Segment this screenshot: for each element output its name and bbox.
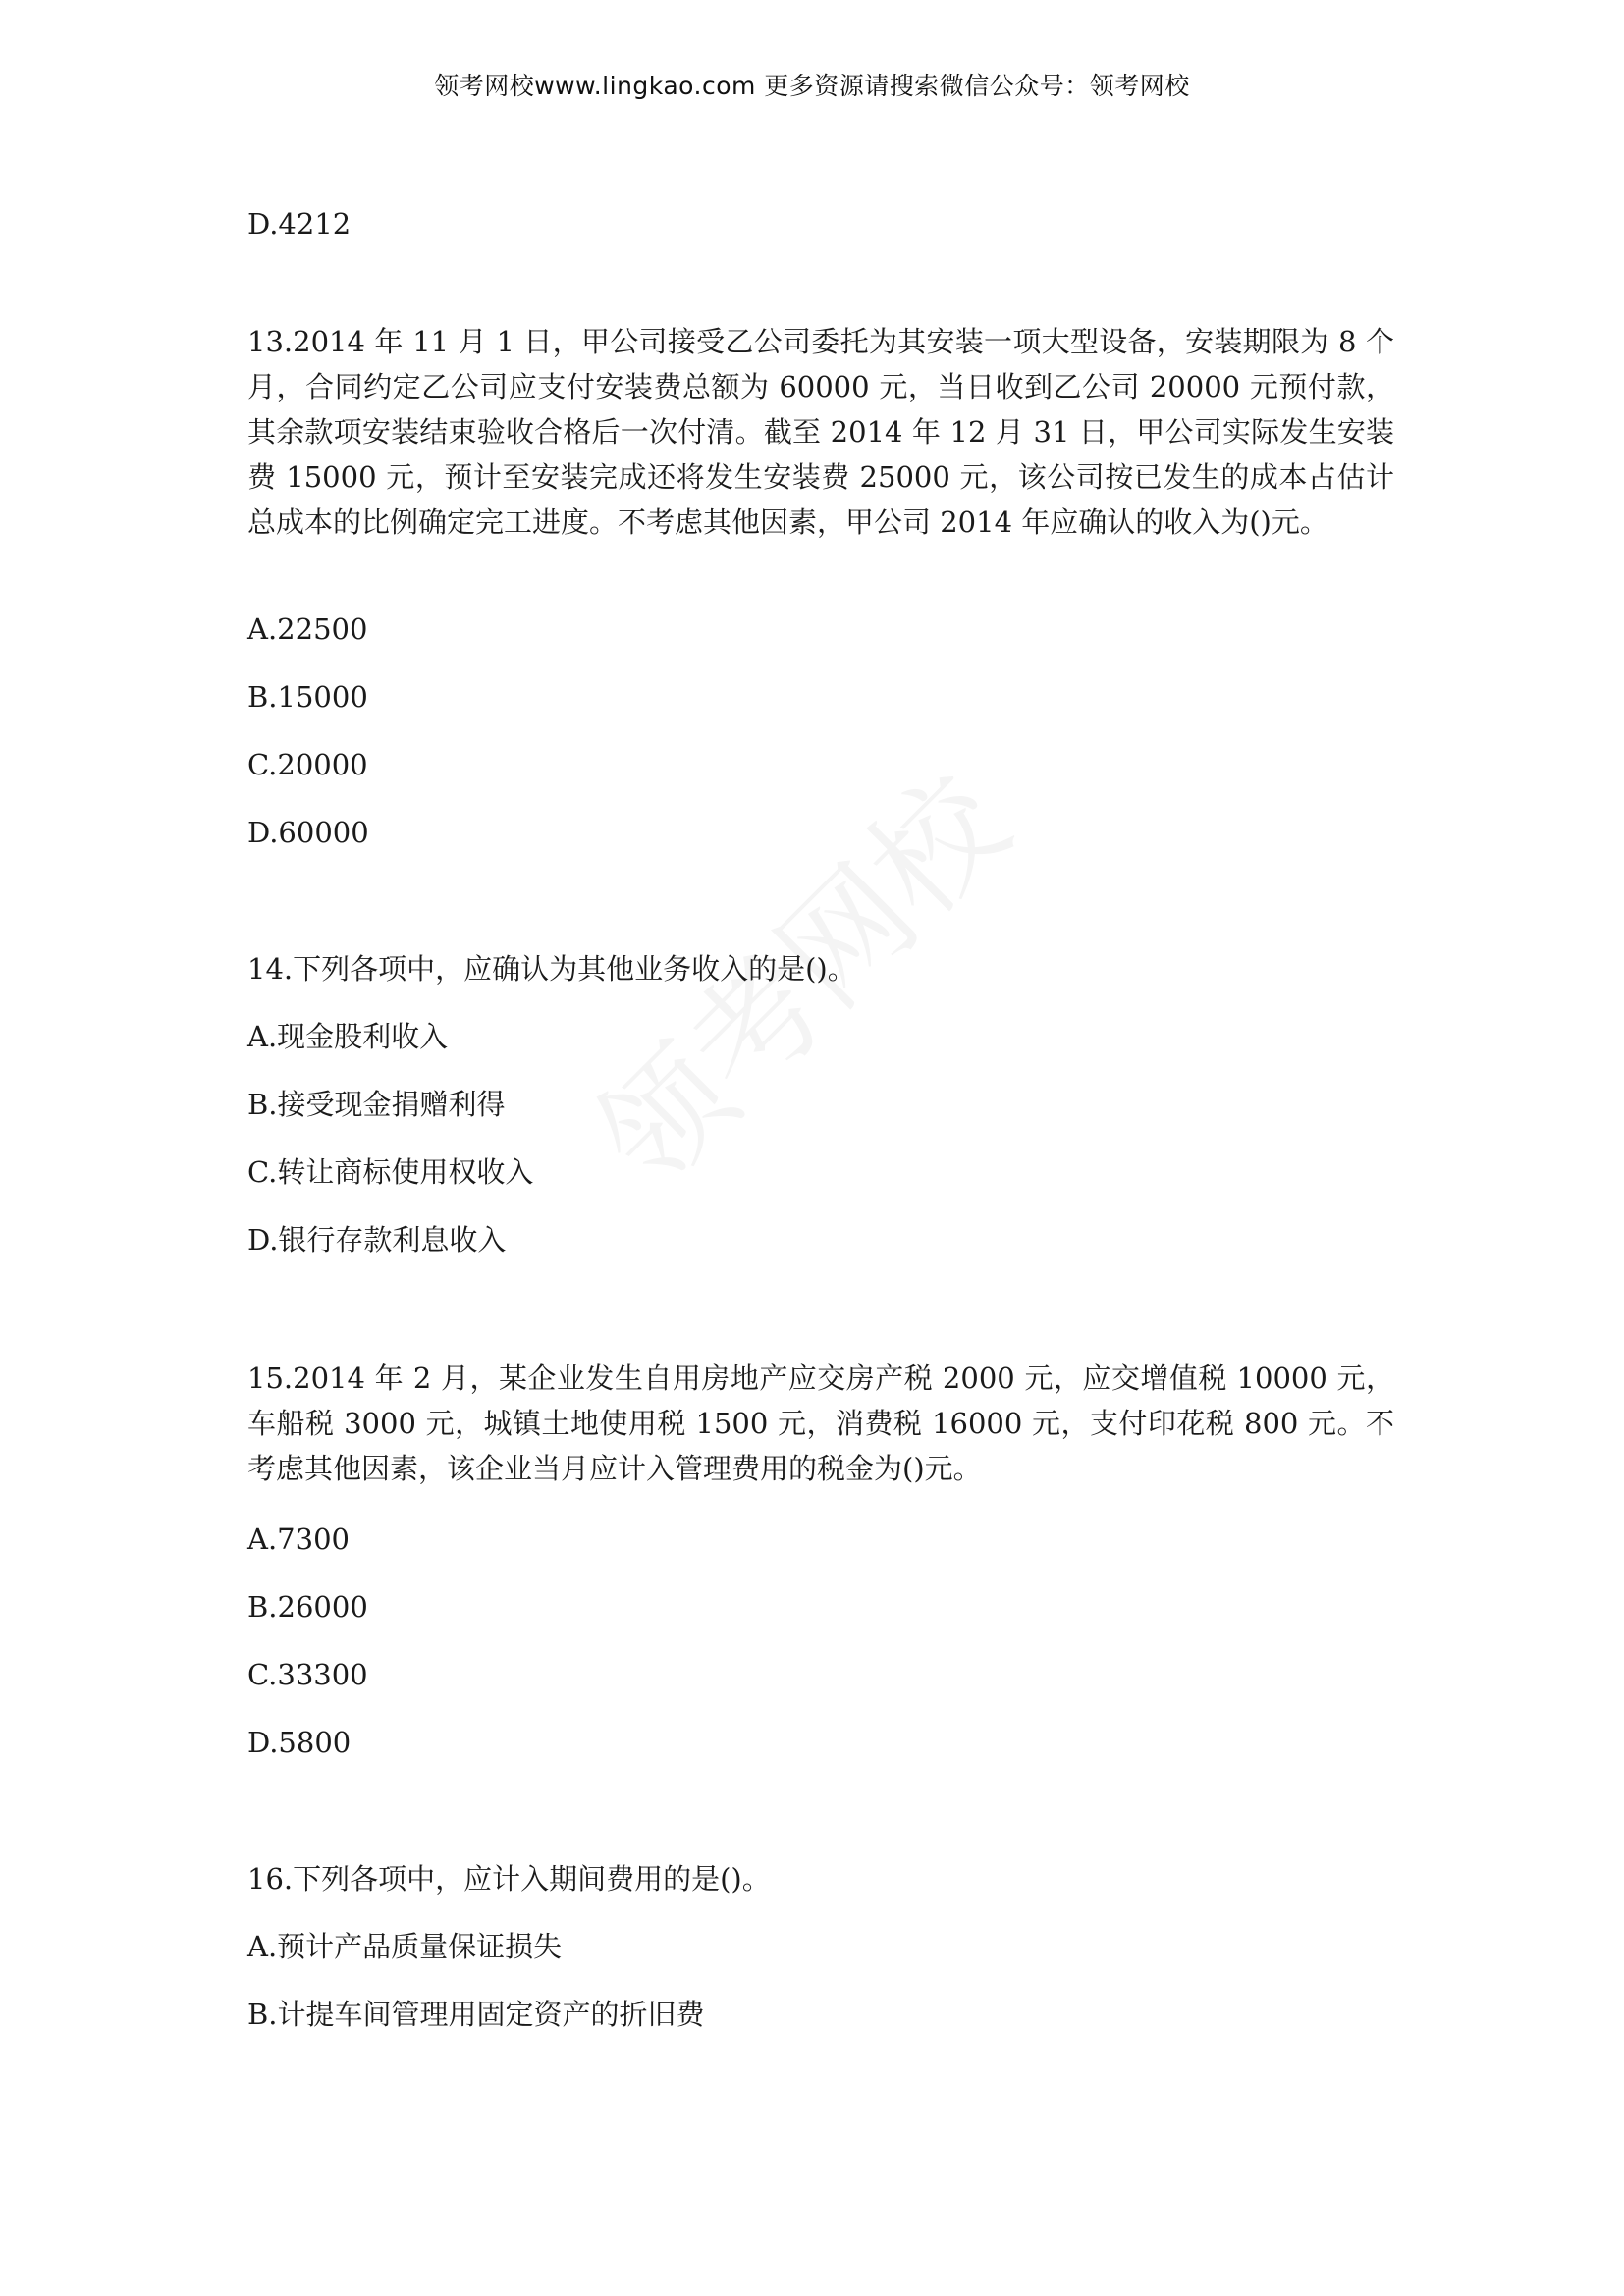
question-13 [247, 319, 1394, 545]
question-15 [247, 1356, 1394, 1491]
option-c: C.转让商标使用权收入 [247, 1155, 534, 1189]
option-b: B.接受现金捐赠利得 [247, 1088, 506, 1121]
option-b: B.26000 [247, 1590, 368, 1624]
option-a: A.预计产品质量保证损失 [247, 1930, 563, 1963]
previous-option: D.4212 [247, 207, 352, 240]
option-a: A.7300 [247, 1522, 350, 1556]
question-14-stem: 14.下列各项中，应确认为其他业务收入的是()。 [247, 952, 856, 986]
page-header: 领考网校www.lingkao.com 更多资源请搜索微信公众号：领考网校 [434, 72, 1190, 100]
option-d: D.银行存款利息收入 [247, 1223, 507, 1256]
question-stem: 15.2014 年 2 月，某企业发生自用房地产应交房产税 2000 元，应交增值税 10000 元，车船税 3000 元，城镇土地使用税 1500 元，消费税 16000 元，支付印花税 800 元。不考虑其他因素，该企业当月应计入管理费用的税金为()元。 [247, 1362, 1394, 1485]
option-a: A.现金股利收入 [247, 1020, 449, 1053]
option-d: D.5800 [247, 1726, 352, 1759]
option-c: C.33300 [247, 1658, 368, 1691]
option-a: A.22500 [247, 613, 368, 646]
question-stem: 13.2014 年 11 月 1 日，甲公司接受乙公司委托为其安装一项大型设备，安装期限为 8 个月，合同约定乙公司应支付安装费总额为 60000 元，当日收到乙公司 20000 元预付款，其余款项安装结束验收合格后一次付清。截至 2014 年 12 月 31 日，甲公司实际发生安装费 15000 元，预计至安装完成还将发生安装费 25000 元，该公司按已发生的成本占估计总成本的比例确定完工进度。不考虑其他因素，甲公司 2014 年应确认的收入为()元。 [247, 325, 1394, 539]
option-d: D.60000 [247, 816, 369, 849]
option-b: B.15000 [247, 680, 368, 714]
option-b: B.计提车间管理用固定资产的折旧费 [247, 1998, 705, 2031]
option-c: C.20000 [247, 748, 368, 781]
question-16-stem: 16.下列各项中，应计入期间费用的是()。 [247, 1862, 771, 1896]
